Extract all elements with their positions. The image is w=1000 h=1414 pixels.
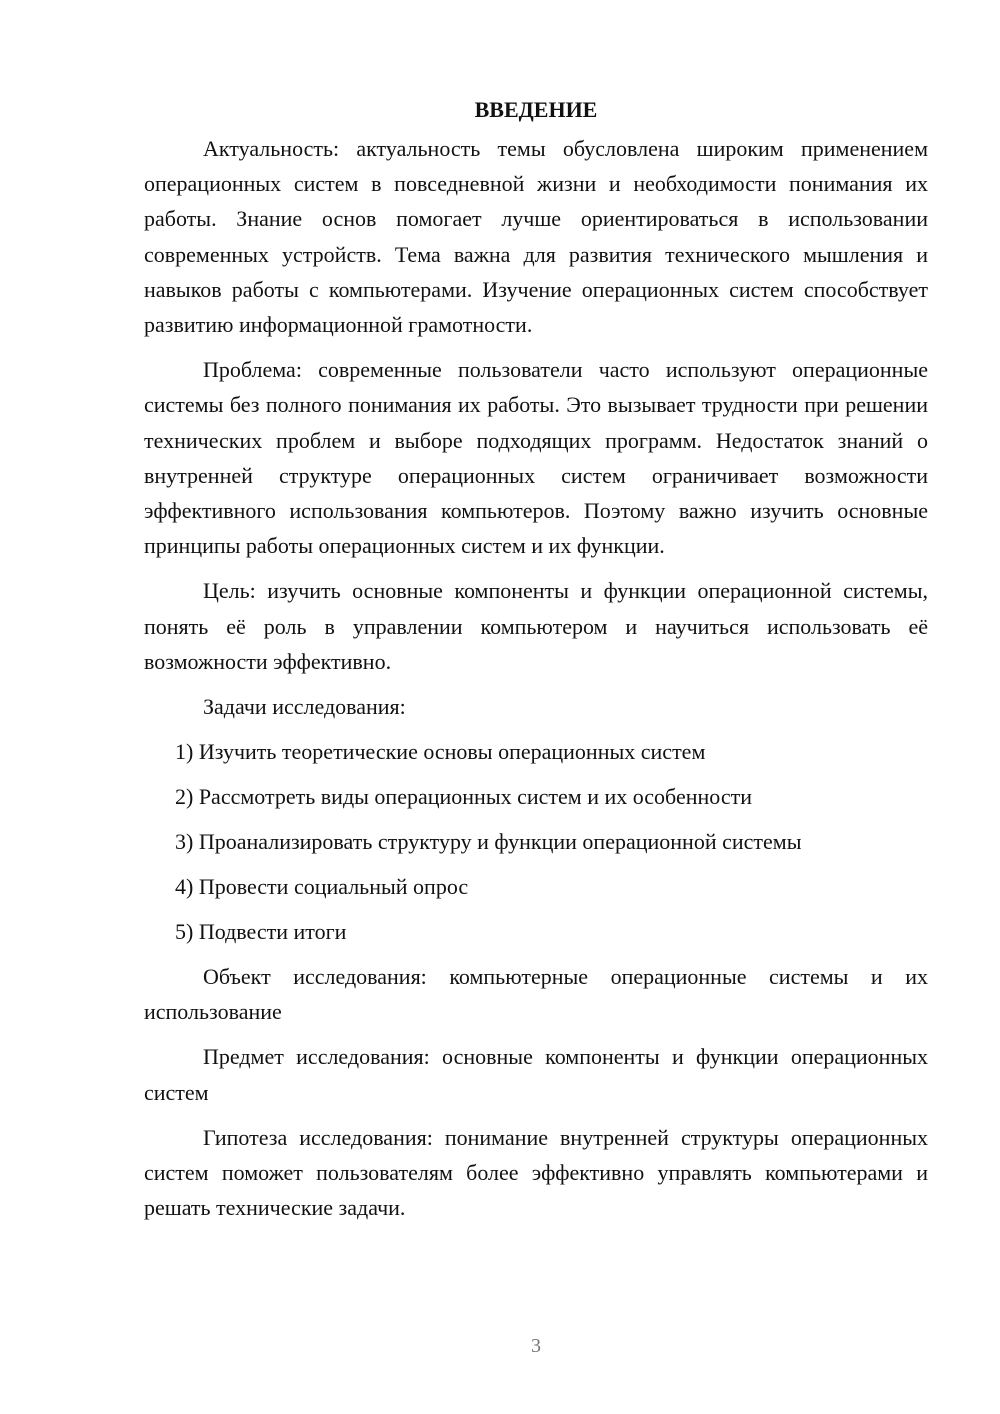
task-item-2: 2) Рассмотреть виды операционных систем и их особенности (175, 784, 752, 810)
hypothesis-paragraph: Гипотеза исследования: понимание внутренней структуры операционных систем поможет пользователям более эффективно управлять компьютерами и решать технические задачи. (144, 1124, 928, 1221)
tasks-list (144, 734, 928, 949)
object-paragraph: Объект исследования: компьютерные операционные системы и их использование (144, 964, 928, 1025)
task-item-5: 5) Подвести итоги (175, 919, 347, 945)
page-number: 3 (531, 1335, 541, 1357)
section-heading: ВВЕДЕНИЕ (474, 97, 598, 122)
relevance-paragraph: Актуальность: актуальность темы обусловлена широким применением операционных систем в повседневной жизни и необходимости понимания их работы. Знание основ помогает лучше ориентироваться в использовании современных устройств. Тема важна для развития технического мышления и навыков работы с компьютерами. Изучение операционных систем способствует развитию информационной грамотности. (144, 136, 928, 338)
task-item-4: 4) Провести социальный опрос (175, 874, 469, 900)
problem-paragraph: Проблема: современные пользователи часто используют операционные системы без полного понимания их работы. Это вызывает трудности при решении технических проблем и выборе подходящих программ. Недостаток знаний о внутренней структуре операционных систем ограничивает возможности эффективного использования компьютеров. Поэтому важно изучить основные принципы работы операционных систем и их функции. (144, 357, 928, 559)
task-item-3: 3) Проанализировать структуру и функции операционной системы (175, 829, 802, 855)
goal-paragraph: Цель: изучить основные компоненты и функции операционной системы, понять её роль в управлении компьютером и научиться использовать её возможности эффективно. (144, 578, 928, 674)
page-content (144, 92, 928, 1235)
subject-paragraph: Предмет исследования: основные компоненты и функции операционных систем (144, 1044, 928, 1105)
task-item-1: 1) Изучить теоретические основы операционных систем (175, 739, 706, 765)
tasks-title: Задачи исследования: (203, 694, 406, 720)
